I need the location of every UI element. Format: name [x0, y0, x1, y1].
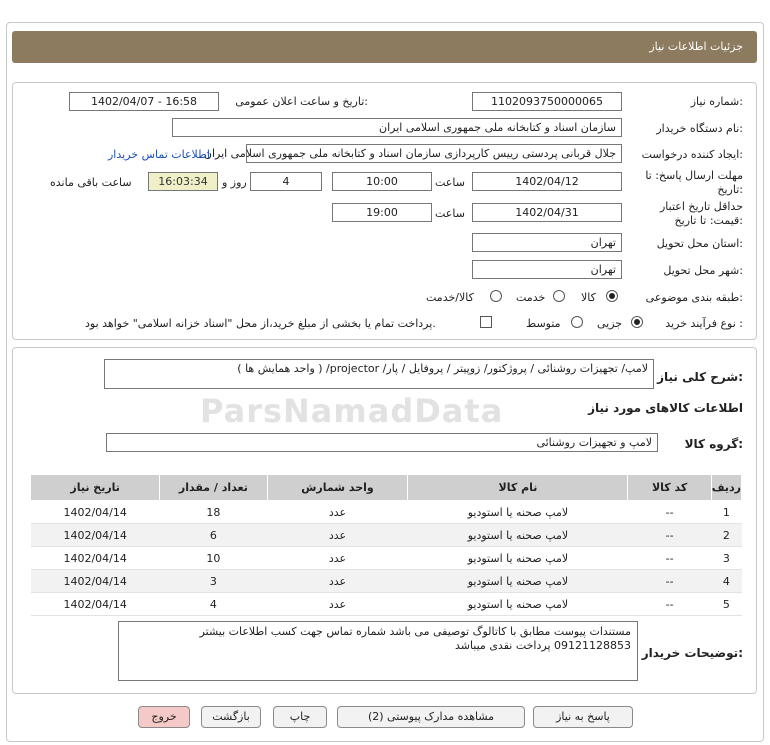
cell-name: لامپ صحنه یا استودیو: [408, 570, 628, 593]
remaining-time-field: 16:03:34: [148, 172, 218, 191]
validity-label-2: قیمت: تا تاریخ:: [674, 214, 743, 227]
cell-unit: عدد: [267, 593, 408, 616]
category-radio-service[interactable]: [553, 290, 565, 302]
cell-row: 4: [711, 570, 741, 593]
process-radio-medium[interactable]: [571, 316, 583, 328]
announce-label: تاریخ و ساعت اعلان عمومی:: [235, 95, 368, 108]
cell-date: 1402/04/14: [31, 570, 160, 593]
buyer-notes-line-2: 09121128853 پرداخت نقدی میباشد: [454, 639, 631, 652]
category-option-goods-service: کالا/خدمت: [426, 291, 474, 304]
cell-qty: 4: [160, 593, 267, 616]
buyer-contact-link[interactable]: اطلاعات تماس خریدار: [108, 148, 210, 161]
col-name: نام کالا: [408, 475, 628, 501]
view-attachments-button[interactable]: مشاهده مدارک پیوستی (2): [337, 706, 525, 728]
validity-time-label: ساعت: [435, 207, 465, 220]
summary-label: شرح کلی نیاز:: [657, 370, 743, 384]
cell-qty: 18: [160, 501, 267, 524]
reply-button[interactable]: پاسخ به نیاز: [533, 706, 633, 728]
table-row: [31, 570, 742, 593]
buyer-org-field: سازمان اسناد و کتابخانه ملی جمهوری اسلامی ایران: [172, 118, 622, 137]
creator-label: ایجاد کننده درخواست:: [641, 148, 743, 161]
cell-code: --: [628, 501, 711, 524]
back-button[interactable]: بازگشت: [201, 706, 261, 728]
print-button[interactable]: چاپ: [273, 706, 327, 728]
goods-table: [30, 474, 742, 616]
creator-field: جلال قربانی پردستی رییس کارپردازی سازمان اسناد و کتابخانه ملی جمهوری اسلامی ایران: [246, 144, 622, 163]
cell-qty: 3: [160, 570, 267, 593]
cell-row: 2: [711, 524, 741, 547]
goods-section-title: اطلاعات کالاهای مورد نیاز: [588, 401, 743, 415]
deadline-time-field: 10:00: [332, 172, 432, 191]
buyer-notes-label: توضیحات خریدار:: [641, 646, 743, 660]
cell-date: 1402/04/14: [31, 593, 160, 616]
col-row: ردیف: [711, 475, 741, 501]
header-bar: [12, 31, 757, 63]
need-number-label: شماره نیاز:: [690, 95, 743, 108]
announce-datetime-field: 1402/04/07 - 16:58: [69, 92, 219, 111]
cell-name: لامپ صحنه یا استودیو: [408, 547, 628, 570]
cell-unit: عدد: [267, 524, 408, 547]
cell-qty: 10: [160, 547, 267, 570]
goods-group-field: لامپ و تجهیزات روشنائی: [106, 433, 658, 452]
col-code: کد کالا: [628, 475, 711, 501]
cell-qty: 6: [160, 524, 267, 547]
page-title: جزئیات اطلاعات نیاز: [649, 40, 743, 53]
process-option-minor: جزیی: [597, 317, 623, 330]
table-row: [31, 547, 742, 570]
cell-unit: عدد: [267, 501, 408, 524]
col-qty: تعداد / مقدار: [160, 475, 267, 501]
cell-date: 1402/04/14: [31, 501, 160, 524]
validity-label: حداقل تاریخ اعتبار: [659, 200, 743, 213]
cell-date: 1402/04/14: [31, 524, 160, 547]
buyer-notes-field: [118, 621, 638, 681]
process-label: نوع فرآیند خرید :: [665, 317, 743, 330]
buyer-org-label: نام دستگاه خریدار:: [656, 122, 743, 135]
col-date: تاریخ نیاز: [31, 475, 160, 501]
cell-name: لامپ صحنه یا استودیو: [408, 501, 628, 524]
cell-row: 3: [711, 547, 741, 570]
goods-table-header: [31, 475, 742, 501]
table-row: [31, 524, 742, 547]
cell-code: --: [628, 524, 711, 547]
deadline-label: مهلت ارسال پاسخ: تا: [645, 169, 743, 182]
cell-row: 5: [711, 593, 741, 616]
validity-date-field: 1402/04/31: [472, 203, 622, 222]
deadline-time-label: ساعت: [435, 176, 465, 189]
exit-button[interactable]: خروج: [138, 706, 190, 728]
need-number-field: 1102093750000065: [472, 92, 622, 111]
province-label: استان محل تحویل:: [656, 237, 743, 250]
cell-unit: عدد: [267, 547, 408, 570]
category-radio-goods[interactable]: [606, 290, 618, 302]
process-option-medium: متوسط: [526, 317, 561, 330]
deadline-date-field: 1402/04/12: [472, 172, 622, 191]
remaining-label: ساعت باقی مانده: [50, 176, 132, 189]
cell-code: --: [628, 570, 711, 593]
table-row: [31, 501, 742, 524]
cell-date: 1402/04/14: [31, 547, 160, 570]
goods-group-label: گروه کالا:: [684, 437, 743, 451]
cell-name: لامپ صحنه یا استودیو: [408, 593, 628, 616]
validity-time-field: 19:00: [332, 203, 432, 222]
table-row: [31, 593, 742, 616]
watermark: ParsNamadData: [200, 392, 504, 430]
col-unit: واحد شمارش: [267, 475, 408, 501]
category-option-goods: کالا: [581, 291, 596, 304]
city-field: تهران: [472, 260, 622, 279]
cell-unit: عدد: [267, 570, 408, 593]
buyer-notes-line-1: مستندات پیوست مطابق با کاتالوگ توصیفی می باشد شماره تماس جهت کسب اطلاعات بیشتر: [199, 625, 631, 638]
category-label: طبقه بندی موضوعی:: [645, 291, 743, 304]
days-label: روز و: [222, 176, 247, 189]
treasury-payment-note: پرداخت تمام یا بخشی از مبلغ خرید،از محل "اسناد خزانه اسلامی" خواهد بود.: [85, 317, 436, 330]
days-field: 4: [250, 172, 322, 191]
category-radio-goods-service[interactable]: [490, 290, 502, 302]
treasury-payment-checkbox[interactable]: [480, 316, 492, 328]
deadline-label-2: تاریخ:: [717, 183, 743, 196]
cell-name: لامپ صحنه یا استودیو: [408, 524, 628, 547]
process-radio-minor[interactable]: [631, 316, 643, 328]
cell-code: --: [628, 593, 711, 616]
cell-row: 1: [711, 501, 741, 524]
province-field: تهران: [472, 233, 622, 252]
city-label: شهر محل تحویل:: [663, 264, 743, 277]
category-option-service: خدمت: [516, 291, 546, 304]
cell-code: --: [628, 547, 711, 570]
summary-field: لامپ/ تجهیزات روشنائی / پروژکتور/ زوپیتر / پروفایل / پار/ projector/ ( واحد همایش ها ): [104, 359, 654, 389]
